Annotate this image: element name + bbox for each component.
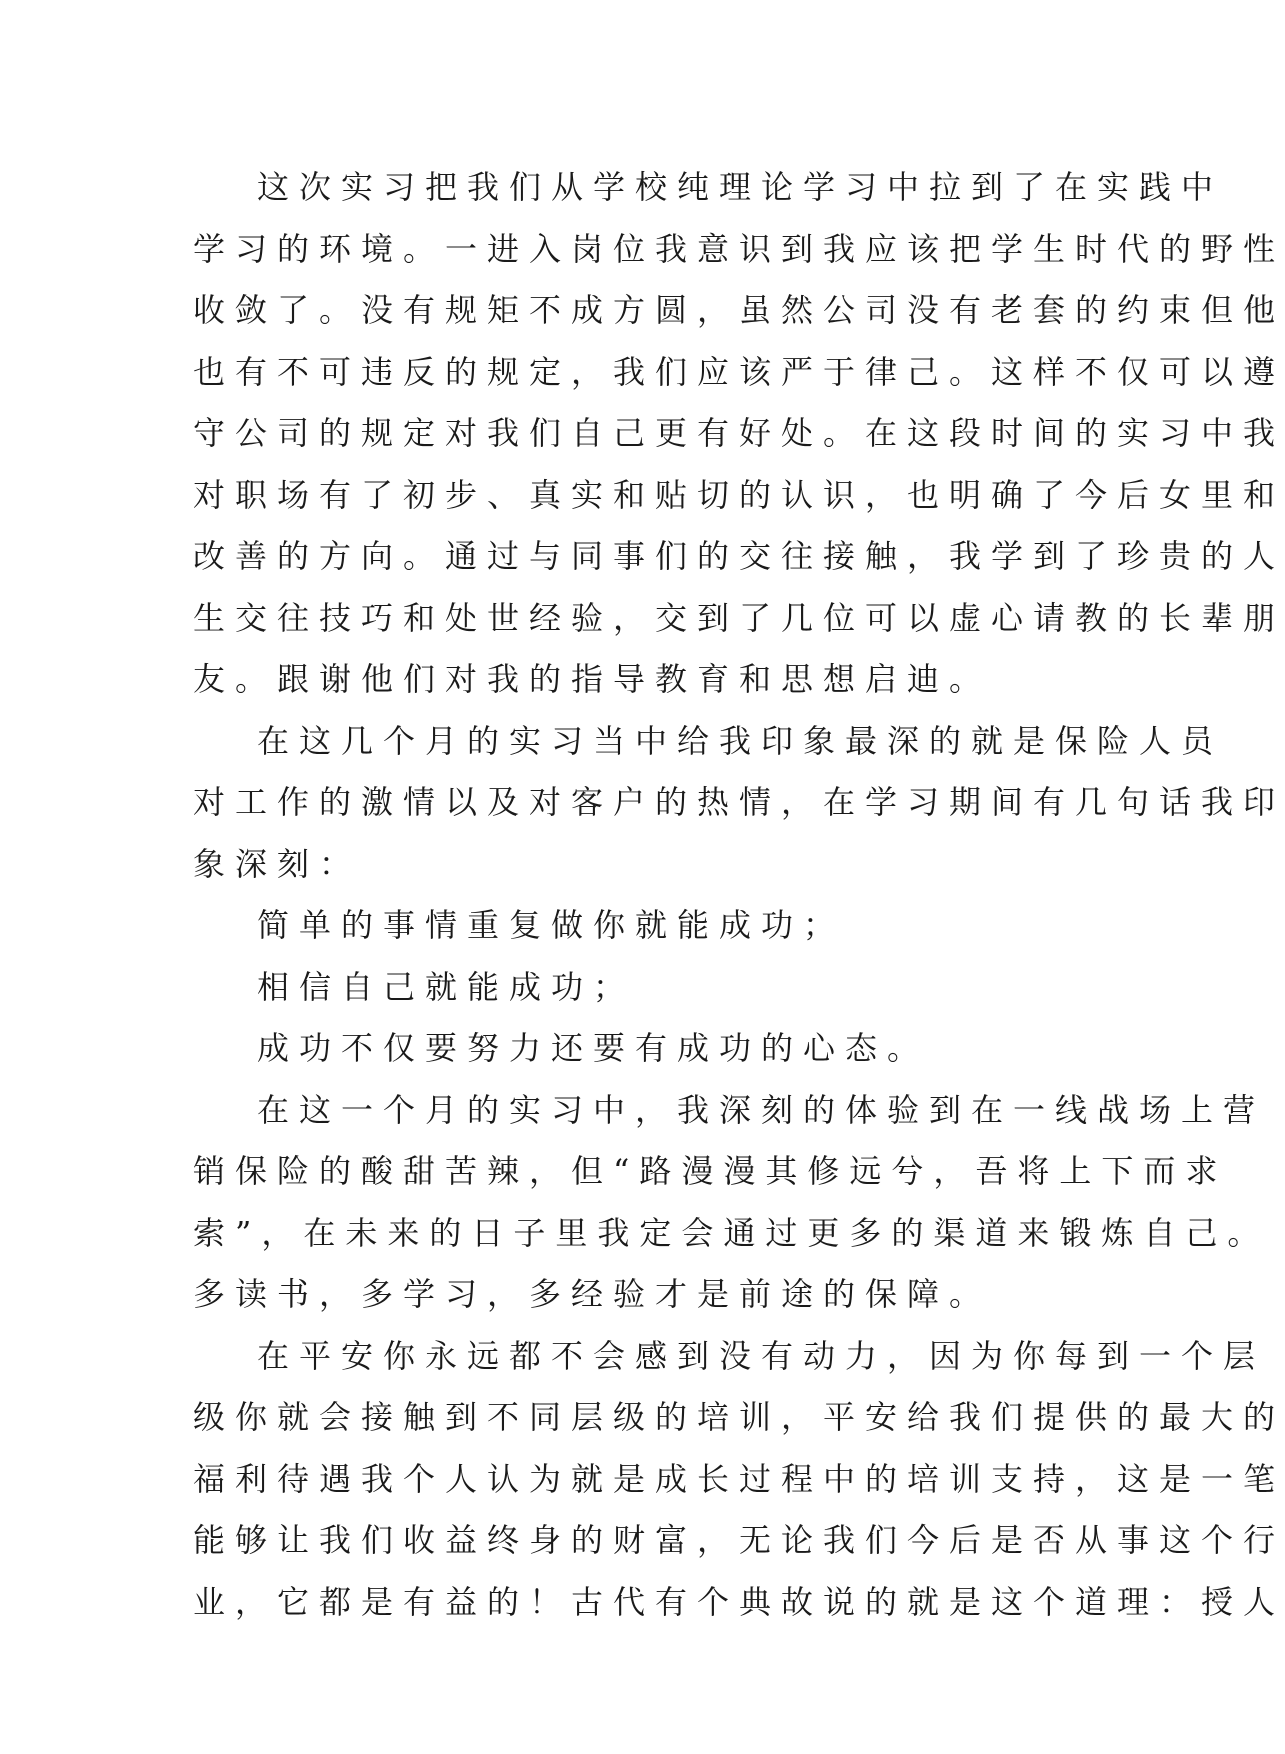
text-line: 友。跟谢他们对我的指导教育和思想启迪。 <box>193 660 992 698</box>
text-line: 成功不仅要努力还要有成功的心态。 <box>257 1029 930 1067</box>
text-line: 相信自己就能成功； <box>257 967 636 1006</box>
text-line: 在这几个月的实习当中给我印象最深的就是保险人员 <box>257 721 1224 760</box>
text-line: 在这一个月的实习中，我深刻的体验到在一线战场上营 <box>257 1090 1266 1129</box>
text-line: 对工作的激情以及对客户的热情，在学习期间有几句话我印 <box>193 783 1285 821</box>
text-line: 收敛了。没有规矩不成方圆，虽然公司没有老套的约束但他 <box>193 291 1285 329</box>
text-line: 在平安你永远都不会感到没有动力，因为你每到一个层 <box>257 1336 1266 1375</box>
text-line: 守公司的规定对我们自己更有好处。在这段时间的实习中我 <box>193 414 1285 452</box>
text-line: 象深刻： <box>193 844 362 883</box>
text-line: 销保险的酸甜苦辣，但“路漫漫其修远兮，吾将上下而求 <box>193 1152 1228 1190</box>
body-text <box>193 157 1285 1633</box>
text-line: 学习的环境。一进入岗位我意识到我应该把学生时代的野性 <box>193 229 1285 268</box>
text-line: 对职场有了初步、真实和贴切的认识，也明确了今后女里和 <box>193 475 1285 514</box>
text-line: 多读书，多学习，多经验才是前途的保障。 <box>193 1275 992 1313</box>
text-line: 业，它都是有益的！古代有个典故说的就是这个道理：授人 <box>193 1582 1285 1621</box>
text-line: 改善的方向。通过与同事们的交往接触，我学到了珍贵的人 <box>193 537 1285 575</box>
text-line: 能够让我们收益终身的财富，无论我们今后是否从事这个行 <box>193 1521 1285 1559</box>
text-line: 简单的事情重复做你就能成功； <box>257 906 846 944</box>
text-line: 福利待遇我个人认为就是成长过程中的培训支持，这是一笔 <box>193 1459 1285 1498</box>
text-line: 生交往技巧和处世经验，交到了几位可以虚心请教的长辈朋 <box>193 598 1285 637</box>
text-line: 也有不可违反的规定，我们应该严于律己。这样不仅可以遵 <box>193 352 1285 391</box>
text-line: 这次实习把我们从学校纯理论学习中拉到了在实践中 <box>257 168 1224 206</box>
text-line: 索”，在未来的日子里我定会通过更多的渠道来锻炼自己。 <box>193 1213 1270 1252</box>
text-line: 级你就会接触到不同层级的培训，平安给我们提供的最大的 <box>193 1398 1285 1436</box>
